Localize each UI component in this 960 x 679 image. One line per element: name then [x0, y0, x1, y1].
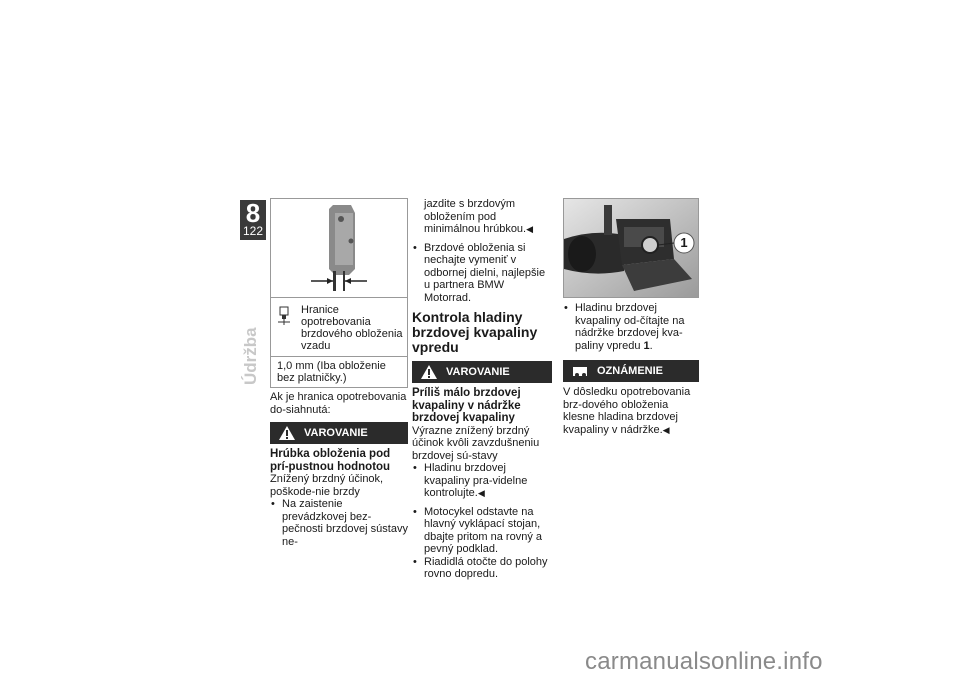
chapter-title: Údržba — [241, 327, 260, 385]
warning-bar — [270, 422, 408, 444]
warning-text: Výrazne znížený brzdný účinok kvôli zavzdušneniu brzdovej sú-stavy — [412, 424, 540, 462]
warning-bar — [412, 361, 552, 383]
reference-number: 1 — [643, 339, 650, 352]
intro-text: Ak je hranica opotrebovania do-siahnutá: — [270, 391, 407, 416]
list-item: • Motocykel odstavte na hlavný vyklápací stojan, dbajte pritom na rovný a pevný podklad. — [412, 506, 552, 556]
end-mark-icon: ◀ — [662, 424, 670, 435]
warning-icon — [420, 364, 438, 380]
list-item-text: Hladinu brzdovej kvapaliny pra-videlne kontrolujte. — [424, 462, 528, 499]
warning-icon — [278, 425, 296, 441]
bullet-list — [563, 302, 699, 352]
column-3 — [563, 198, 699, 436]
brake-pad-illustration — [271, 199, 409, 297]
note-bar — [563, 360, 699, 382]
warning-label: VAROVANIE — [446, 366, 510, 378]
spec-label: Hranice opotrebovania brzdového obloženia vzadu — [301, 304, 403, 352]
page-number: 122 — [242, 224, 264, 238]
brake-reservoir-photo — [563, 198, 699, 298]
spec-label-row — [271, 298, 407, 357]
note-label: OZNÁMENIE — [597, 365, 663, 377]
list-item — [412, 462, 552, 500]
bullet-list — [412, 242, 552, 305]
end-mark-icon: ◀ — [526, 224, 534, 234]
chapter-number: 8 — [245, 198, 261, 228]
list-item: • Hladinu brzdovej kvapaliny od-čítajte na nádržke brzdovej kva-paliny vpredu 1. — [563, 302, 699, 352]
column-1 — [270, 198, 408, 548]
continued-text: jazdite s brzdovým obložením pod minimálnou hrúbkou. — [424, 198, 527, 235]
note-text: V dôsledku opotrebovania brz-dového obloženia klesne hladina brzdovej kvapaliny v nádržke. — [563, 386, 691, 436]
warning-label: VAROVANIE — [304, 427, 368, 439]
brake-pad-icon — [277, 306, 291, 326]
note-text-block — [563, 386, 699, 436]
list-item-text: Hladinu brzdovej kvapaliny od-čítajte na nádržke brzdovej kva-paliny vpredu — [575, 302, 685, 352]
list-item: • Brzdové obloženia si nechajte vymeniť v odbornej dielni, najlepšie u partnera BMW Motorrad. — [412, 242, 552, 305]
list-item: • Na zaistenie prevádzkovej bez-pečnosti brzdovej sústavy ne- — [270, 498, 408, 548]
warning-text: Znížený brzdný účinok, poškode-nie brzdy — [270, 473, 384, 498]
warning-title: Príliš málo brzdovej kvapaliny v nádržke brzdovej kvapaliny — [412, 387, 521, 424]
spec-value: 1,0 mm (Iba obloženie bez platničky.) — [277, 360, 386, 384]
spec-box — [270, 298, 408, 388]
watermark: carmanualsonline.info — [585, 648, 823, 675]
list-item: • Riadidlá otočte do polohy rovno dopredu. — [412, 556, 552, 581]
column-2 — [412, 198, 552, 581]
motorcycle-icon — [571, 363, 589, 379]
bullet-list — [270, 498, 408, 548]
brake-pad-figure — [270, 198, 408, 298]
callout-number: 1 — [680, 235, 688, 250]
list-item-continued — [412, 198, 552, 236]
warning-title: Hrúbka obloženia pod prí-pustnou hodnotou — [270, 448, 391, 473]
end-mark-icon: ◀ — [477, 488, 485, 498]
section-heading: Kontrola hladiny brzdovej kvapaliny vpredu — [412, 309, 538, 355]
bullet-list — [412, 462, 552, 581]
